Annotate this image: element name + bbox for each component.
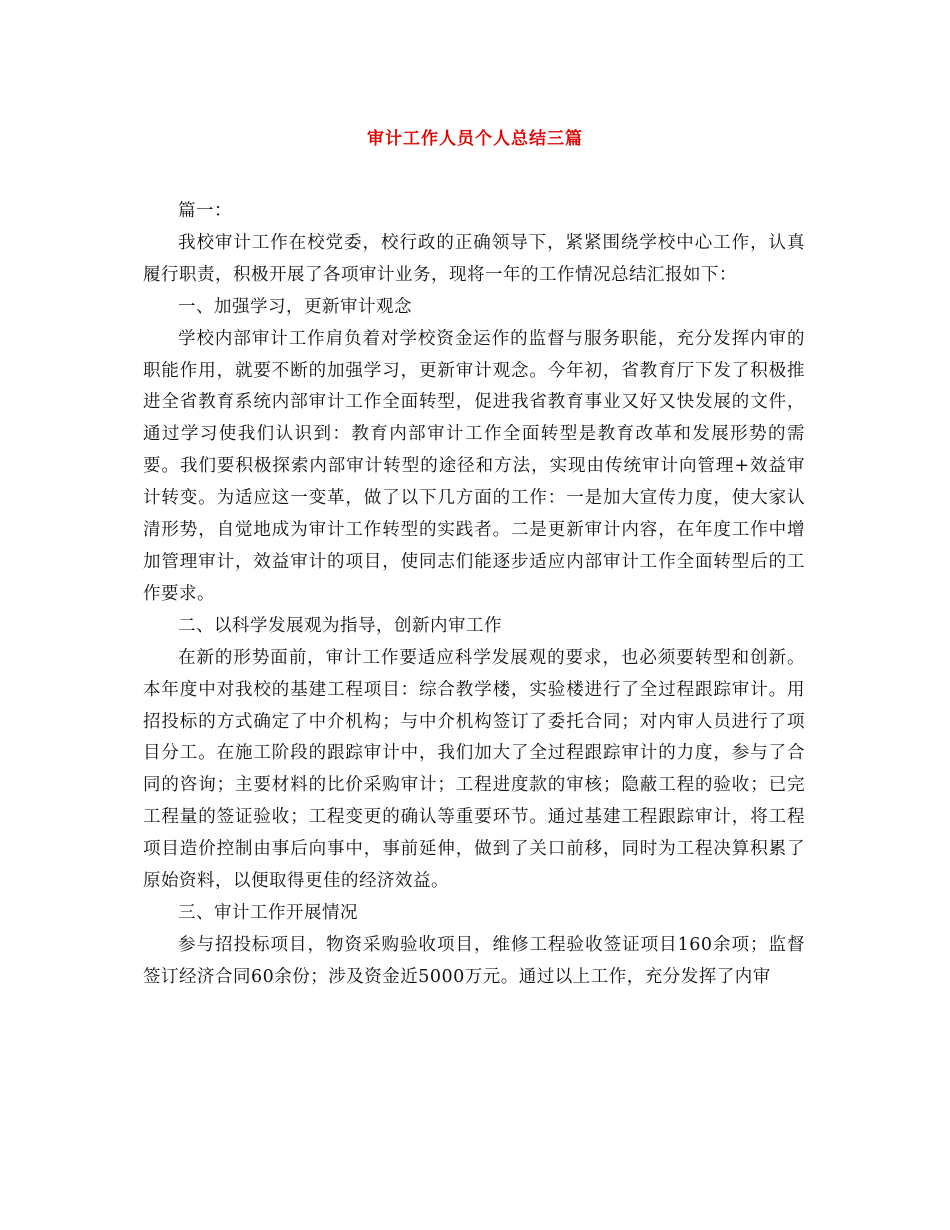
section-heading-3: 三、审计工作开展情况 xyxy=(178,902,358,923)
document-body xyxy=(143,196,805,994)
section-3-paragraph: 参与招投标项目，物资采购验收项目，维修工程验收签证项目160余项；监督签订经济合同60余份；涉及资金近5000万元。通过以上工作，充分发挥了内审 xyxy=(143,934,805,987)
section-heading-2: 二、以科学发展观为指导，创新内审工作 xyxy=(178,615,502,636)
section-2-paragraph: 在新的形势面前，审计工作要适应科学发展观的要求，也必须要转型和创新。本年度中对我校的基建工程项目：综合教学楼，实验楼进行了全过程跟踪审计。用招投标的方式确定了中介机构；与中介机构签订了委托合同；对内审人员进行了项目分工。在施工阶段的跟踪审计中，我们加大了全过程跟踪审计的力度，参与了合同的咨询；主要材料的比价采购审计；工程进度款的审核；隐蔽工程的验收；已完工程量的签证验收；工程变更的确认等重要环节。通过基建工程跟踪审计，将工程项目造价控制由事后向事中，事前延伸，做到了关口前移，同时为工程决算积累了原始资料，以便取得更佳的经济效益。 xyxy=(143,647,805,892)
document-title: 审计工作人员个人总结三篇 xyxy=(367,129,583,149)
intro-paragraph: 我校审计工作在校党委，校行政的正确领导下，紧紧围绕学校中心工作，认真履行职责，积极开展了各项审计业务，现将一年的工作情况总结汇报如下： xyxy=(143,232,805,285)
section-heading-part-one: 篇一： xyxy=(178,201,232,221)
section-heading-1: 一、加强学习，更新审计观念 xyxy=(178,296,412,317)
section-1-paragraph: 学校内部审计工作肩负着对学校资金运作的监督与服务职能，充分发挥内审的职能作用，就要不断的加强学习，更新审计观念。今年初，省教育厅下发了积极推进全省教育系统内部审计工作全面转型，促进我省教育事业又好又快发展的文件，通过学习使我们认识到：教育内部审计工作全面转型是教育改革和发展形势的需要。我们要积极探索内部审计转型的途径和方法，实现由传统审计向管理+效益审计转变。为适应这一变革，做了以下几方面的工作：一是加大宣传力度，使大家认清形势，自觉地成为审计工作转型的实践者。二是更新审计内容，在年度工作中增加管理审计，效益审计的项目，使同志们能逐步适应内部审计工作全面转型后的工作要求。 xyxy=(143,328,805,604)
